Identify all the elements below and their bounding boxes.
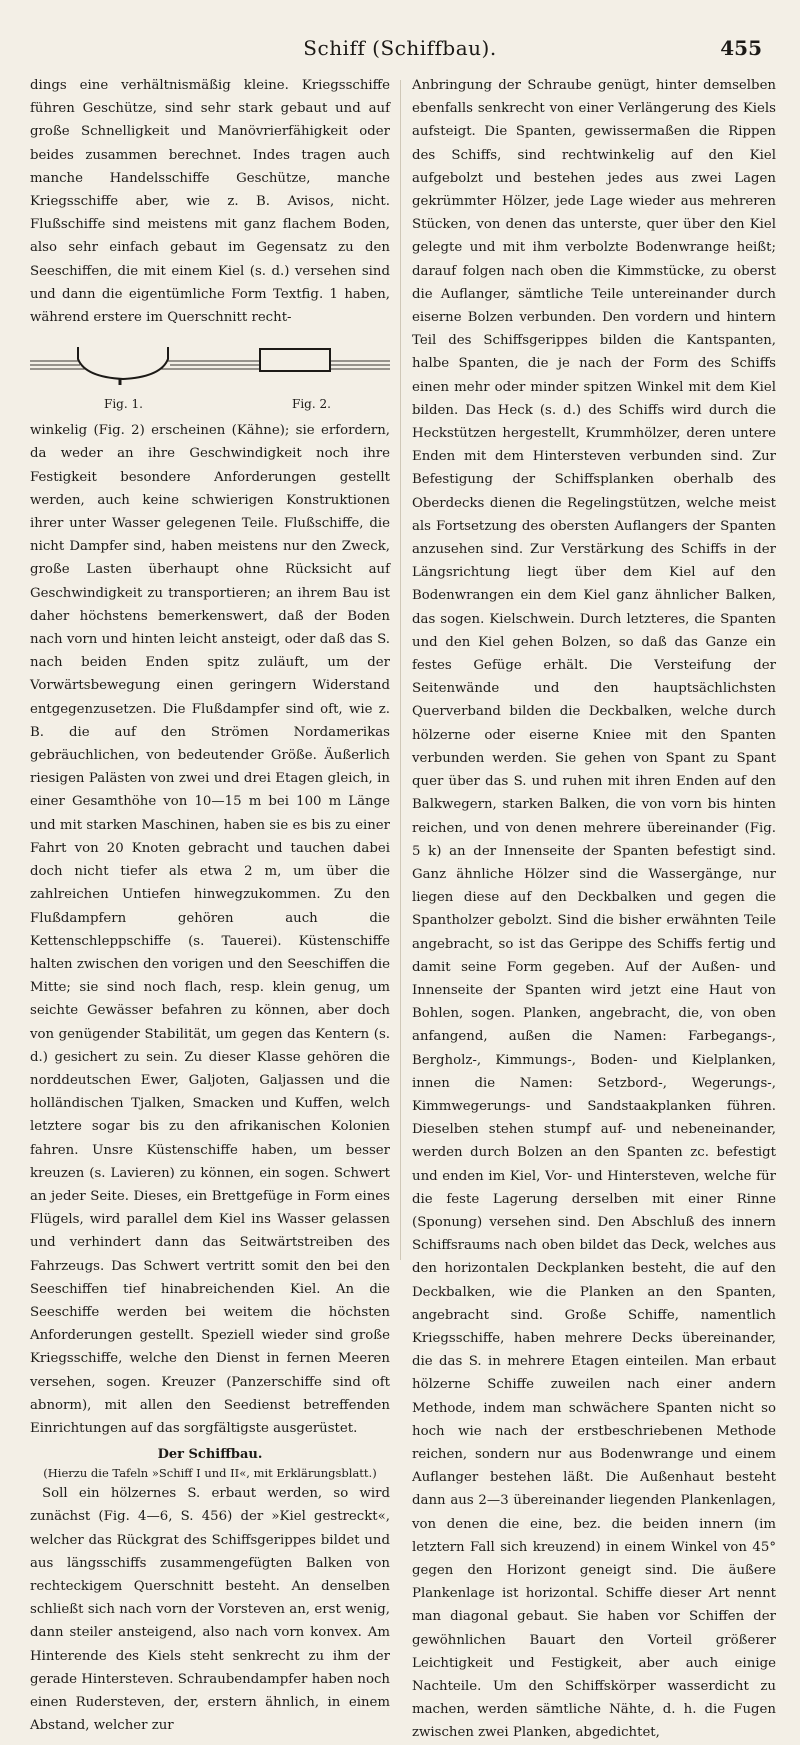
left-column	[30, 74, 390, 1737]
column-divider	[400, 80, 401, 1260]
keeled-hull-shape	[78, 347, 168, 379]
right-column	[412, 74, 776, 1745]
running-title: Schiff (Schiffbau).	[303, 36, 497, 60]
page-number: 455	[720, 36, 762, 60]
hull-cross-section-figures	[30, 343, 390, 391]
section-subtitle: (Hierzu die Tafeln »Schiff I und II«, mit Erklärungsblatt.)	[43, 1466, 377, 1481]
section-title: Der Schiffbau.	[157, 1447, 263, 1463]
left-paragraph-3: Soll ein hölzernes S. erbaut werden, so wird zunächst (Fig. 4—6, S. 456) der »Kiel gestreckt«, welcher das Rückgrat des Schiffsgerippes bildet und aus längsschiffs zusammengefügten Balken von rechteckigem Querschnitt besteht. An denselben schließt sich nach vorn der Vorsteven an, erst wenig, dann steiler ansteigend, also nach vorn konvex. Am Hinterende des Kiels steht senkrecht zu ihm der gerade Hintersteven. Schraubendampfer haben noch einen Rudersteven, der, erstern ähnlich, in einem Abstand, welcher zur	[30, 1486, 390, 1734]
page-header	[36, 36, 764, 68]
left-paragraph-1: dings eine verhältnismäßig kleine. Kriegsschiffe führen Geschütze, sind sehr stark gebaut und auf große Schnelligkeit und Manövrierfähigkeit oder beides zusammen berechnet. Indes tragen auch manche Handelsschiffe Geschütze, manche Kriegsschiffe aber, wie z. B. Avisos, nicht. Flußschiffe sind meistens mit ganz flachem Boden, also sehr einfach gebaut im Gegensatz zu den Seeschiffen, die mit einem Kiel (s. d.) versehen sind und dann die eigentümliche Form Textfig. 1 haben, während erstere im Querschnitt recht-	[30, 78, 390, 326]
figures-block	[30, 343, 390, 413]
fig2-caption: Fig. 2.	[292, 397, 331, 412]
right-paragraph-1: Anbringung der Schraube genügt, hinter demselben ebenfalls senkrecht von einer Verlängerung des Kiels aufsteigt. Die Spanten, gewissermaßen die Rippen des Schiffs, sind rechtwinkelig auf den Kiel aufgebolzt und bestehen jedes aus zwei Lagen gekrümmter Hölzer, jede Lage wieder aus mehreren Stücken, von denen das unterste, quer über den Kiel gelegte und mit ihm verbolzte Bodenwrange heißt; darauf folgen nach oben die Kimmstücke, zu oberst die Auflanger, sämtliche Teile untereinander durch eiserne Bolzen verbunden. Den vordern und hintern Teil des Schiffsgerippes bilden die Kantspanten, halbe Spanten, die je nach der Form des Schiffs einen mehr oder minder spitzen Winkel mit dem Kiel bilden. Das Heck (s. d.) des Schiffs wird durch die Heckstützen hergestellt, Krummhölzer, deren untere Enden mit dem Hintersteven verbunden sind. Zur Befestigung der Schiffsplanken oberhalb des Oberdecks dienen die Regelingstützen, welche meist als Fortsetzung des obersten Auflangers der Spanten anzusehen sind. Zur Verstärkung des Schiffs in der Längsrichtung liegt über dem Kiel auf den Bodenwrangen ein dem Kiel ganz ähnlicher Balken, das sogen. Kielschwein. Durch letzteres, die Spanten und den Kiel gehen Bolzen, so daß das Ganze ein festes Gefüge erhält. Die Versteifung der Seitenwände und den hauptsächlichsten Querverband bilden die Deckbalken, welche durch hölzerne oder eiserne Kniee mit den Spanten verbunden werden. Sie gehen von Spant zu Spant quer über das S. und ruhen mit ihren Enden auf den Balkwegern, starken Balken, die von vorn bis hinten reichen, und von denen mehrere übereinander (Fig. 5 k) an der Innenseite der Spanten befestigt sind. Ganz ähnliche Hölzer sind die Wassergänge, nur liegen diese auf den Deckbalken und gegen die Spantholzer gebolzt. Sind die bisher erwähnten Teile angebracht, so ist das Gerippe des Schiffs fertig und damit seine Form gegeben. Auf der Außen- und Innenseite der Spanten wird jetzt eine Haut von Bohlen, sogen. Planken, angebracht, die, von oben anfangend, außen die Namen: Farbegangs-, Bergholz-, Kimmungs-, Boden- und Kielplanken, innen die Namen: Setzbord-, Wegerungs-, Kimmwegerungs- und Sandstaakplanken führen. Dieselben stehen stumpf auf- und nebeneinander, werden durch Bolzen an den Spanten zc. befestigt und enden im Kiel, Vor- und Hintersteven, welche für die feste Lagerung derselben mit einer Rinne (Sponung) versehen sind. Den Abschluß des innern Schiffsraums nach oben bildet das Deck, welches aus den horizontalen Deckplanken besteht, die auf den Deckbalken, wie die Planken an den Spanten, angebracht sind. Große Schiffe, namentlich Kriegsschiffe, haben mehrere Decks übereinander, die das S. in mehrere Etagen einteilen. Man erbaut hölzerne Schiffe zuweilen nach einer andern Methode, indem man schwächere Spanten nicht so hoch wie nach der erstbeschriebenen Methode reichen, sondern nur aus Bodenwrange und einem Auflanger bestehen läßt. Die Außenhaut besteht dann aus 2—3 übereinander liegenden Plankenlagen, von denen die eine, bez. die beiden innern (im letztern Fall sich kreuzend) in einem Winkel von 45° gegen den Horizont geneigt sind. Die äußere Plankenlage ist horizontal. Schiffe dieser Art nennt man diagonal gebaut. Sie haben vor Schiffen der gewöhnlichen Bauart den Vorteil größerer Leichtigkeit und Festigkeit, aber auch einige Nachteile. Um den Schiffskörper wasserdicht zu machen, werden sämtliche Nähte, d. h. die Fugen zwischen zwei Planken, abgedichtet,	[412, 78, 776, 1741]
fig1-caption: Fig. 1.	[104, 397, 143, 412]
left-paragraph-2: winkelig (Fig. 2) erscheinen (Kähne); sie erfordern, da weder an ihre Geschwindigkeit noch ihre Festigkeit besondere Anforderungen gestellt werden, auch keine schwierigen Konstruktionen ihrer unter Wasser gelegenen Teile. Flußschiffe, die nicht Dampfer sind, haben meistens nur den Zweck, große Lasten überhaupt ohne Rücksicht auf Geschwindigkeit zu transportieren; an ihrem Bau ist daher höchstens bemerkenswert, daß der Boden nach vorn und hinten leicht ansteigt, oder daß das S. nach beiden Enden spitz zuläuft, um der Vorwärtsbewegung einen geringern Widerstand entgegenzusetzen. Die Flußdampfer sind oft, wie z. B. die auf den Strömen Nordamerikas gebräuchlichen, von bedeutender Größe. Äußerlich riesigen Palästen von zwei und drei Etagen gleich, in einer Gesamthöhe von 10—15 m bei 100 m Länge und mit starken Maschinen, haben sie es bis zu einer Fahrt von 20 Knoten gebracht und tauchen dabei doch nicht tiefer als etwa 2 m, um über die zahlreichen Untiefen hinwegzukommen. Zu den Flußdampfern gehören auch die Kettenschleppschiffe (s. Tauerei). Küstenschiffe halten zwischen den vorigen und den Seeschiffen die Mitte; sie sind noch flach, resp. klein genug, um seichte Gewässer befahren zu können, aber doch von genügender Stabilität, um gegen das Kentern (s. d.) gesichert zu sein. Zu dieser Klasse gehören die norddeutschen Ewer, Galjoten, Galjassen und die holländischen Tjalken, Smacken und Kuffen, welch letztere sogar bis zu den afrikanischen Kolonien fahren. Unsre Küstenschiffe haben, um besser kreuzen (s. Lavieren) zu können, ein sogen. Schwert an jeder Seite. Dieses, ein Brettgefüge in Form eines Flügels, wird parallel dem Kiel ins Wasser gelassen und verhindert dann das Seitwärtstreiben des Fahrzeugs. Das Schwert vertritt somit den bei den Seeschiffen tief hinabreichenden Kiel. An die Seeschiffe werden bei weitem die höchsten Anforderungen gestellt. Speziell wieder sind große Kriegsschiffe, welche den Dienst in fernen Meeren versehen, sogen. Kreuzer (Panzerschiffe sind oft abnorm), mit allen den Seedienst betreffenden Einrichtungen auf das sorgfältigste ausgerüstet.	[30, 423, 390, 1436]
flat-hull-shape	[260, 349, 330, 371]
